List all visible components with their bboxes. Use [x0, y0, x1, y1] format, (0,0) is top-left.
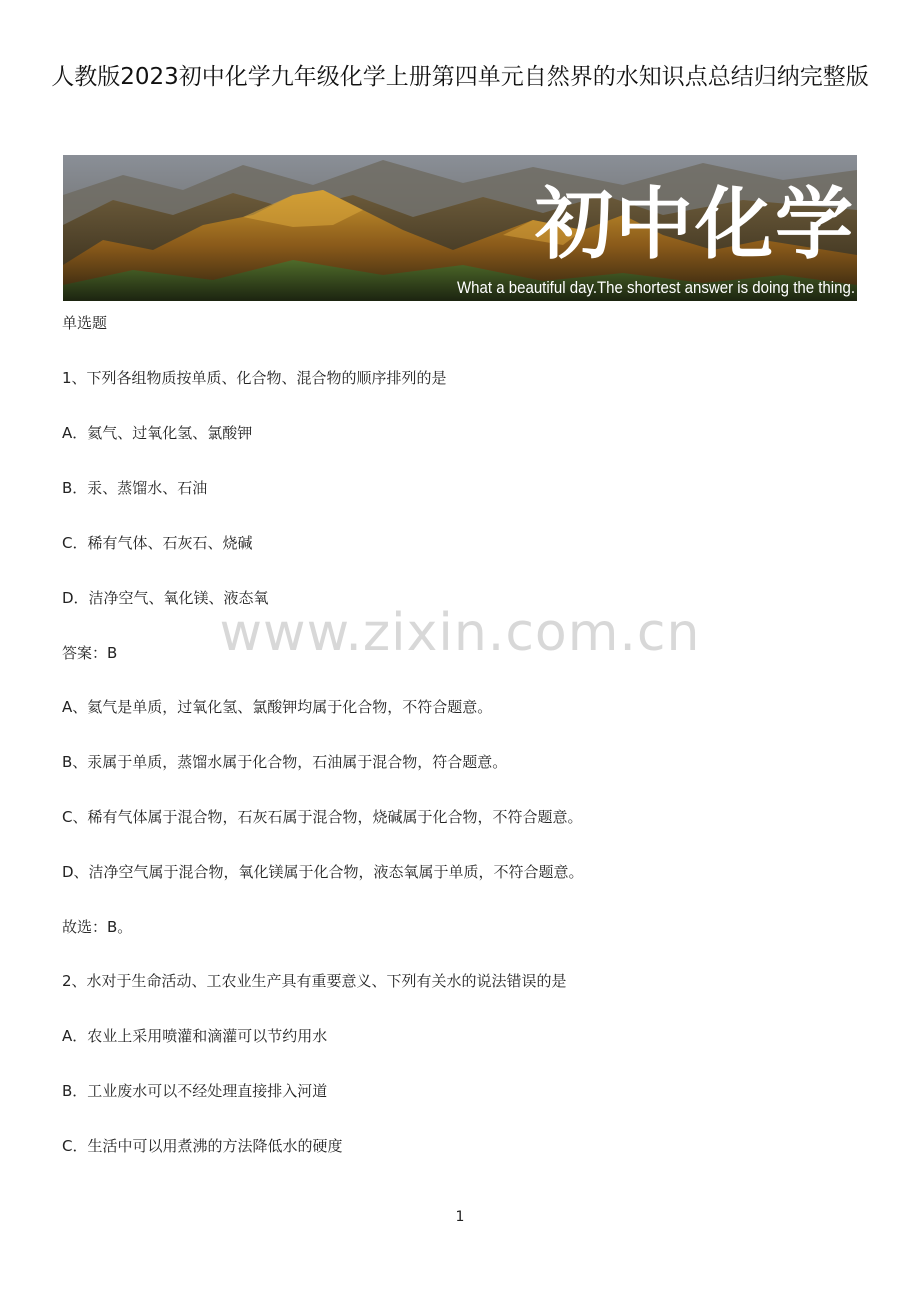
watermark: www.zixin.com.cn: [219, 603, 701, 663]
question-1-explanation-a: A、氦气是单质，过氧化氢、氯酸钾均属于化合物，不符合题意。: [62, 698, 493, 716]
title-text: 人教版2023初中化学九年级化学上册第四单元自然界的水知识点总结归纳完整版: [51, 64, 869, 90]
question-2-option-c: C．生活中可以用煮沸的方法降低水的硬度: [62, 1137, 343, 1155]
question-1-option-d: D．洁净空气、氧化镁、液态氧: [62, 589, 269, 607]
section-label: 单选题: [62, 314, 108, 332]
question-1-explanation-d: D、洁净空气属于混合物，氧化镁属于化合物，液态氧属于单质，不符合题意。: [62, 863, 584, 881]
document-title: [50, 60, 870, 94]
page-number: 1: [455, 1209, 465, 1225]
question-2-option-b: B．工业废水可以不经处理直接排入河道: [62, 1082, 328, 1100]
banner-tagline: What a beautiful day.The shortest answer is doing the thing.: [457, 278, 855, 297]
question-1-option-c: C．稀有气体、石灰石、烧碱: [62, 534, 253, 552]
question-1-conclusion: 故选：B。: [62, 918, 133, 936]
question-1-explanation-b: B、汞属于单质，蒸馏水属于化合物，石油属于混合物，符合题意。: [62, 753, 508, 771]
question-1-option-a: A．氦气、过氧化氢、氯酸钾: [62, 424, 253, 442]
banner-heading: 初中化学: [535, 179, 856, 270]
question-1-answer: 答案：B: [62, 644, 118, 662]
banner-image: [63, 155, 857, 301]
question-1-explanation-c: C、稀有气体属于混合物，石灰石属于混合物，烧碱属于化合物，不符合题意。: [62, 808, 583, 826]
question-2-stem: 2、水对于生命活动、工农业生产具有重要意义、下列有关水的说法错误的是: [62, 972, 567, 990]
question-2-option-a: A．农业上采用喷灌和滴灌可以节约用水: [62, 1027, 328, 1045]
question-1-stem: 1、下列各组物质按单质、化合物、混合物的顺序排列的是: [62, 369, 447, 387]
mountain-landscape-image: [63, 155, 857, 301]
question-1-option-b: B．汞、蒸馏水、石油: [62, 479, 208, 497]
